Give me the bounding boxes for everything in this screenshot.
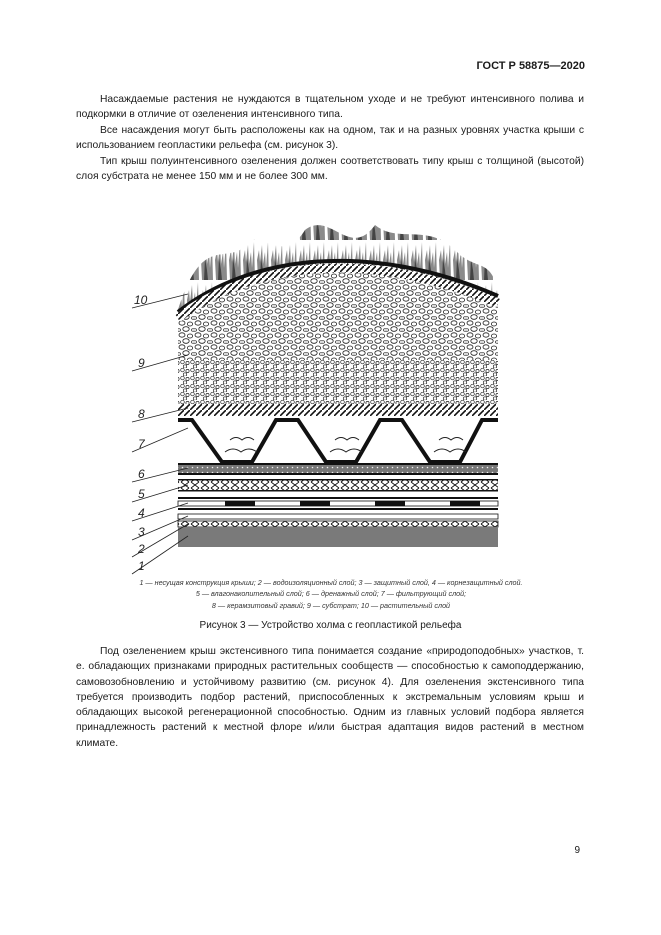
label-6: 6: [138, 467, 145, 481]
layer-moisture: [178, 480, 498, 490]
label-4: 4: [138, 506, 145, 520]
legend-line: 8 — керамзитовый гравий; 9 — субстрат; 10 — растительный слой: [211, 600, 451, 610]
figure-legend: [86, 577, 576, 611]
layer-expanded-clay: [178, 404, 498, 416]
layer-drainage: [178, 464, 498, 473]
figure-hill-geoplastic: [130, 200, 500, 575]
label-2: 2: [138, 542, 145, 556]
label-8: 8: [138, 407, 145, 421]
paragraph-extensive: Под озеленением крыш экстенсивного типа понимается создание «природоподобных» участков, т. е. обладающих признаками природных растительных сообществ — способностью к самоподдержанию, самовозобновлению и устойчивому развитию (см. рисунок 4). Для озеленения экстенсивного типа требуется производить подбор растений, приспособленных к экстремальным условиям крыш и обладающих высокой регенерационной способностью. Одним из главных условий подбора является принадлежность растений к местной флоре и/или быстрая адаптация видов растений в местном климате.: [76, 646, 584, 749]
paragraph-plants: Насаждаемые растения не нуждаются в тщательном уходе и не требуют интенсивного полива и подкормки в отличие от озеленения интенсивного типа.: [76, 94, 584, 121]
legend-line: 1 — несущая конструкция крыши; 2 — водоизоляционный слой; 3 — защитный слой, 4 — корнезащитный слой.: [139, 578, 523, 587]
layer-structure: [178, 527, 498, 547]
label-9: 9: [138, 356, 145, 370]
figure-title: Рисунок 3 — Устройство холма с геопластикой рельефа: [199, 620, 462, 631]
label-1: 1: [138, 559, 145, 573]
legend-line: 5 — влагонакопительный слой; 6 — дренажный слой; 7 — фильтрующий слой;: [195, 589, 467, 599]
layer-waterproofing: [178, 521, 498, 527]
page-number: 9: [574, 845, 580, 856]
layer-protective: [178, 514, 498, 519]
layer-filter-geoplastic: [178, 420, 498, 462]
paragraph-substrate: Тип крыш полуинтенсивного озеленения должен соответствовать типу крыш с толщиной (высотой) слоя субстрата не менее 150 мм и не более 300 мм.: [76, 156, 584, 183]
label-5: 5: [138, 487, 145, 501]
layer-root-barrier: [178, 501, 498, 506]
label-10: 10: [134, 293, 148, 307]
document-standard-number: ГОСТ Р 58875—2020: [476, 60, 585, 72]
paragraph-levels: Все насаждения могут быть расположены как на одном, так и на разных уровнях участка крыши с использованием геопластики рельефа (см. рисунок 3).: [76, 125, 584, 152]
label-3: 3: [138, 525, 145, 539]
label-7: 7: [138, 437, 145, 451]
